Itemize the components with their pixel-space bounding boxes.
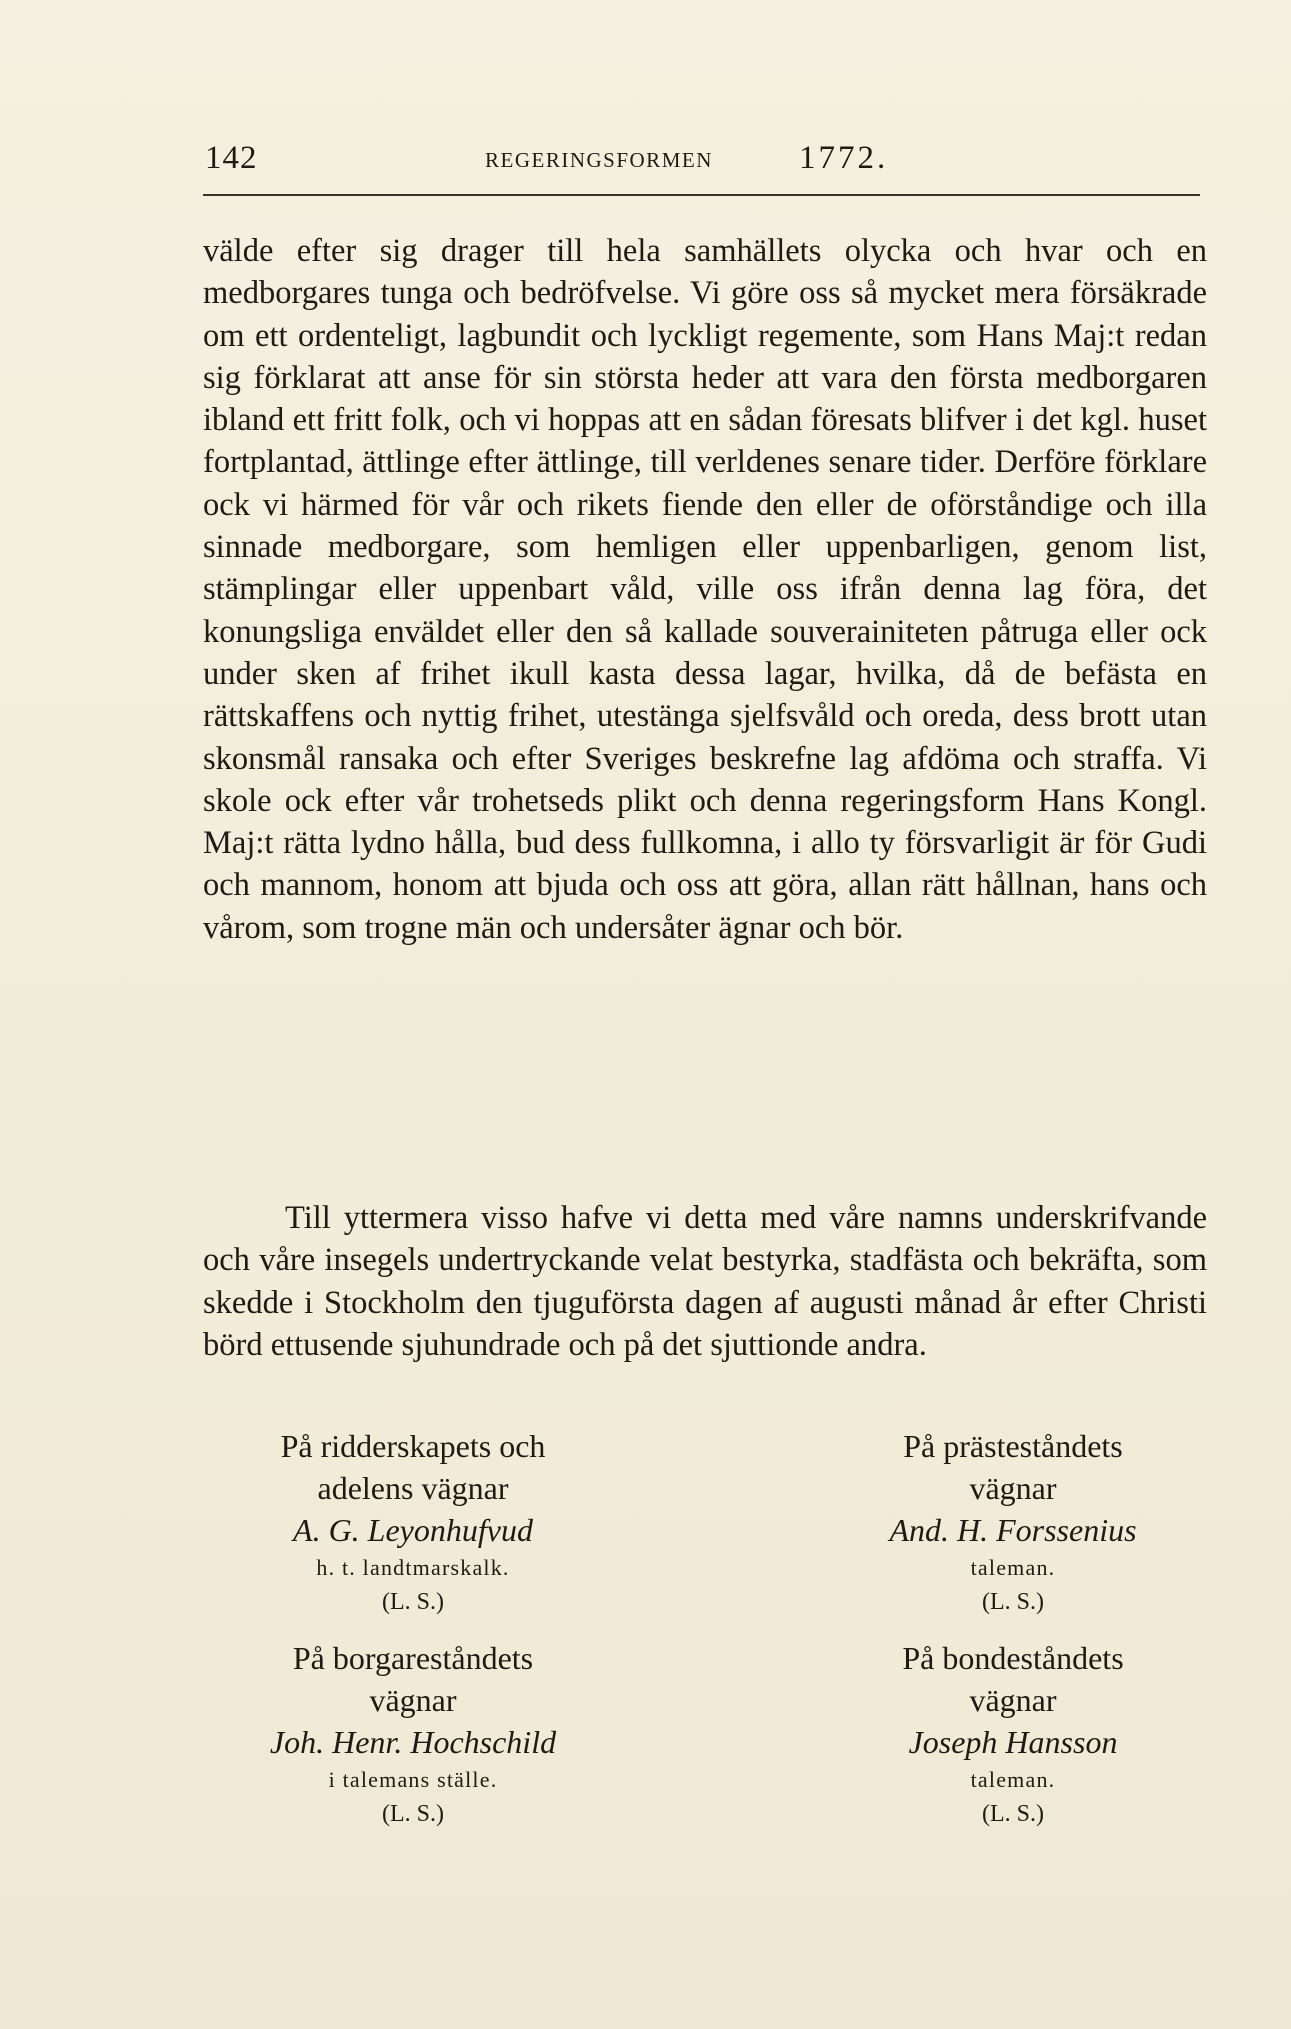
- signature-estate-line: På borgareståndets: [292, 1640, 534, 1676]
- signature-clergy: [803, 1425, 1223, 1619]
- signature-peasants: [803, 1637, 1223, 1831]
- signatory-name: A. G. Leyonhufvud: [293, 1512, 533, 1548]
- seal-mark: (L. S.): [382, 1589, 444, 1615]
- seal-mark: (L. S.): [982, 1801, 1044, 1827]
- signature-estate-line: vägnar: [969, 1682, 1057, 1718]
- running-title: REGERINGSFORMEN: [485, 148, 713, 172]
- seal-mark: (L. S.): [382, 1801, 444, 1827]
- signature-estate-line: vägnar: [369, 1682, 457, 1718]
- signature-estate-line: På prästeståndets: [903, 1428, 1123, 1464]
- signature-estate-line: På bondeståndets: [902, 1640, 1124, 1676]
- page-header: [205, 140, 1200, 186]
- signatory-name: Joh. Henr. Hochschild: [269, 1724, 557, 1760]
- signature-estate-line: adelens vägnar: [317, 1470, 509, 1506]
- signatory-name: Joseph Hansson: [908, 1724, 1118, 1760]
- signature-nobility: [203, 1425, 623, 1619]
- signature-section: [203, 1425, 1207, 1825]
- signatory-title: taleman.: [970, 1555, 1056, 1580]
- body-paragraph-2: Till yttermera visso hafve vi detta med våre namns underskrifvande och våre insegels undertryckande velat bestyrka, stadfästa och bekräfta, som skedde i Stockholm den tjuguförsta dagen af augusti månad år efter Christi börd ettusende sjuhundrade och på det sjuttionde andra.: [203, 1200, 1207, 1363]
- signatory-title: taleman.: [970, 1767, 1056, 1792]
- signatory-name: And. H. Forssenius: [889, 1512, 1137, 1548]
- body-paragraph-1: välde efter sig drager till hela samhällets olycka och hvar och en medborgares tunga och bedröfvelse. Vi göre oss så mycket mera försäkrade om ett ordenteligt, lagbundit och lyckligt regemente, som Hans Maj:t redan sig förklarat att anse för sin största heder att vara den första medborgaren ibland ett fritt folk, och vi hoppas att en sådan föresats blifver i det kgl. huset fortplantad, ättlinge efter ättlinge, till verldenes senare tider. Derföre förklare ock vi härmed för vår och rikets fiende den eller de oförståndige och illa sinnade medborgare, som hemligen eller uppenbarligen, genom list, stämplingar eller uppenbart våld, ville oss ifrån denna lag föra, det konungsliga enväldet eller den så kallade souverainiteten påtruga eller ock under sken af frihet ikull kasta dessa lagar, hvilka, då de befästa en rättskaffens och nyttig frihet, utestänga sjelfsvåld och oreda, dess brott utan skonsmål ransaka och efter Sveriges beskrefne lag afdöma och straffa. Vi skole ock efter vår trohetseds plikt och denna regeringsform Hans Kongl. Maj:t rätta lydno hålla, bud dess fullkomna, i allo ty försvarligit är för Gudi och mannom, honom att bjuda och oss att göra, allan rätt hållnan, hans och vårom, som trogne män och undersåter ägnar och bör.: [203, 233, 1207, 946]
- signatory-title: h. t. landtmarskalk.: [316, 1555, 510, 1580]
- signatory-title: i talemans ställe.: [328, 1767, 498, 1792]
- seal-mark: (L. S.): [982, 1589, 1044, 1615]
- running-year: 1772.: [799, 140, 889, 176]
- signature-estate-line: På ridderskapets och: [280, 1428, 546, 1464]
- signature-burghers: [203, 1637, 623, 1831]
- header-rule: [203, 194, 1200, 196]
- signature-estate-line: vägnar: [969, 1470, 1057, 1506]
- page-number: 142: [205, 140, 258, 176]
